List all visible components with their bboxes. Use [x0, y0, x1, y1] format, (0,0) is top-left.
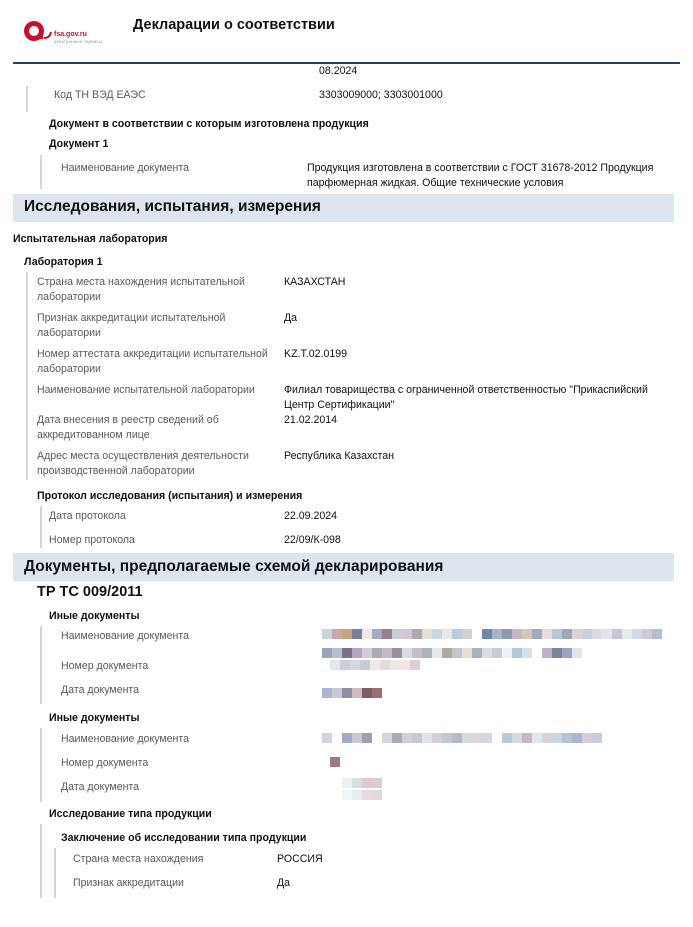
tree-line — [54, 848, 56, 898]
redacted-value — [322, 688, 382, 698]
tree-line — [26, 86, 28, 112]
doc-name-label: Наименование документа — [61, 162, 190, 174]
lab-row-label: Дата внесения в реестр сведений об — [37, 414, 219, 426]
lab-row-value: Республика Казахстан — [284, 450, 394, 462]
tree-line — [40, 626, 42, 704]
lab-row-label: Адрес места осуществления деятельности — [37, 450, 249, 462]
doc-section-title: Документ в соответствии с которым изготовлена продукция — [49, 118, 369, 130]
tree-line — [40, 824, 42, 898]
lab-section-title: Испытательная лаборатория — [13, 233, 168, 245]
lab-row-value: КАЗАХСТАН — [284, 276, 346, 288]
logo-text: fsa.gov.ru — [54, 31, 87, 38]
lab-row-value: Да — [284, 312, 298, 324]
protocol-date-label: Дата протокола — [49, 510, 126, 522]
doc-date-label: Дата документа — [61, 684, 140, 696]
fsa-logo-icon — [22, 18, 52, 44]
other-docs-title: Иные документы — [49, 712, 140, 724]
other-docs-title: Иные документы — [49, 610, 140, 622]
tr-title: ТР ТС 009/2011 — [37, 584, 143, 600]
lab-row-label: производственной лаборатории — [37, 465, 195, 477]
protocol-number-value: 22/09/К-098 — [284, 534, 341, 546]
logo-subtext: электронные сервисы — [54, 39, 102, 44]
accreditation-value: Да — [277, 877, 291, 889]
protocol-date-value: 22.09.2024 — [284, 510, 338, 522]
lab-number: Лаборатория 1 — [24, 256, 103, 268]
conclusion-title: Заключение об исследовании типа продукции — [61, 832, 307, 844]
redacted-value — [330, 757, 340, 767]
doc-date-label: Дата документа — [61, 781, 140, 793]
doc-name-label: Наименование документа — [61, 630, 190, 642]
tree-line — [26, 272, 28, 480]
lab-row-label: Номер аттестата аккредитации испытательной — [37, 348, 268, 360]
lab-row-label: аккредитованном лице — [37, 429, 150, 441]
lab-row-value: KZ.T.02.0199 — [284, 348, 348, 360]
accreditation-label: Признак аккредитации — [73, 877, 184, 889]
tree-line — [40, 728, 42, 802]
redacted-value — [322, 629, 662, 639]
lab-row-label: лаборатории — [37, 327, 101, 339]
redacted-value — [342, 778, 382, 788]
doc-number-label: Номер документа — [61, 757, 149, 769]
section-title-research: Исследования, испытания, измерения — [24, 198, 321, 215]
tree-line — [40, 506, 42, 548]
doc-name-value-line1: Продукция изготовлена в соответствии с ГОСТ 31678-2012 Продукция — [307, 162, 654, 174]
protocol-number-label: Номер протокола — [49, 534, 135, 546]
tree-line — [40, 155, 42, 189]
type-research-title: Исследование типа продукции — [49, 808, 212, 820]
country-value: РОССИЯ — [277, 853, 323, 865]
lab-row-label: Страна места нахождения испытательной — [37, 276, 245, 288]
lab-row-label: Признак аккредитации испытательной — [37, 312, 226, 324]
doc-number-label: Номер документа — [61, 660, 149, 672]
doc-number: Документ 1 — [49, 138, 109, 150]
fsa-logo[interactable] — [22, 18, 52, 44]
lab-row-label: Наименование испытательной лаборатории — [37, 384, 255, 396]
date-fragment: 08.2024 — [319, 65, 358, 77]
protocol-title: Протокол исследования (испытания) и измерения — [37, 490, 303, 502]
lab-row-value: Центр Сертификации" — [284, 399, 395, 411]
doc-name-label: Наименование документа — [61, 733, 190, 745]
lab-row-value: Филиал товарищества с ограниченной ответственностью "Прикаспийский — [284, 384, 648, 396]
redacted-value — [322, 648, 582, 658]
redacted-value — [342, 790, 382, 800]
lab-row-label: лаборатории — [37, 291, 101, 303]
lab-row-label: лаборатории — [37, 363, 101, 375]
tnved-value: 3303009000; 3303001000 — [319, 89, 443, 101]
redacted-value — [330, 660, 420, 670]
country-label: Страна места нахождения — [73, 853, 204, 865]
section-title-scheme: Документы, предполагаемые схемой декларирования — [24, 558, 444, 575]
redacted-value — [322, 733, 602, 743]
tnved-label: Код ТН ВЭД ЕАЭС — [54, 89, 146, 101]
doc-name-value-line2: парфюмерная жидкая. Общие технические условия — [307, 177, 564, 189]
page-title: Декларации о соответствии — [133, 17, 335, 33]
lab-row-value: 21.02.2014 — [284, 414, 338, 426]
